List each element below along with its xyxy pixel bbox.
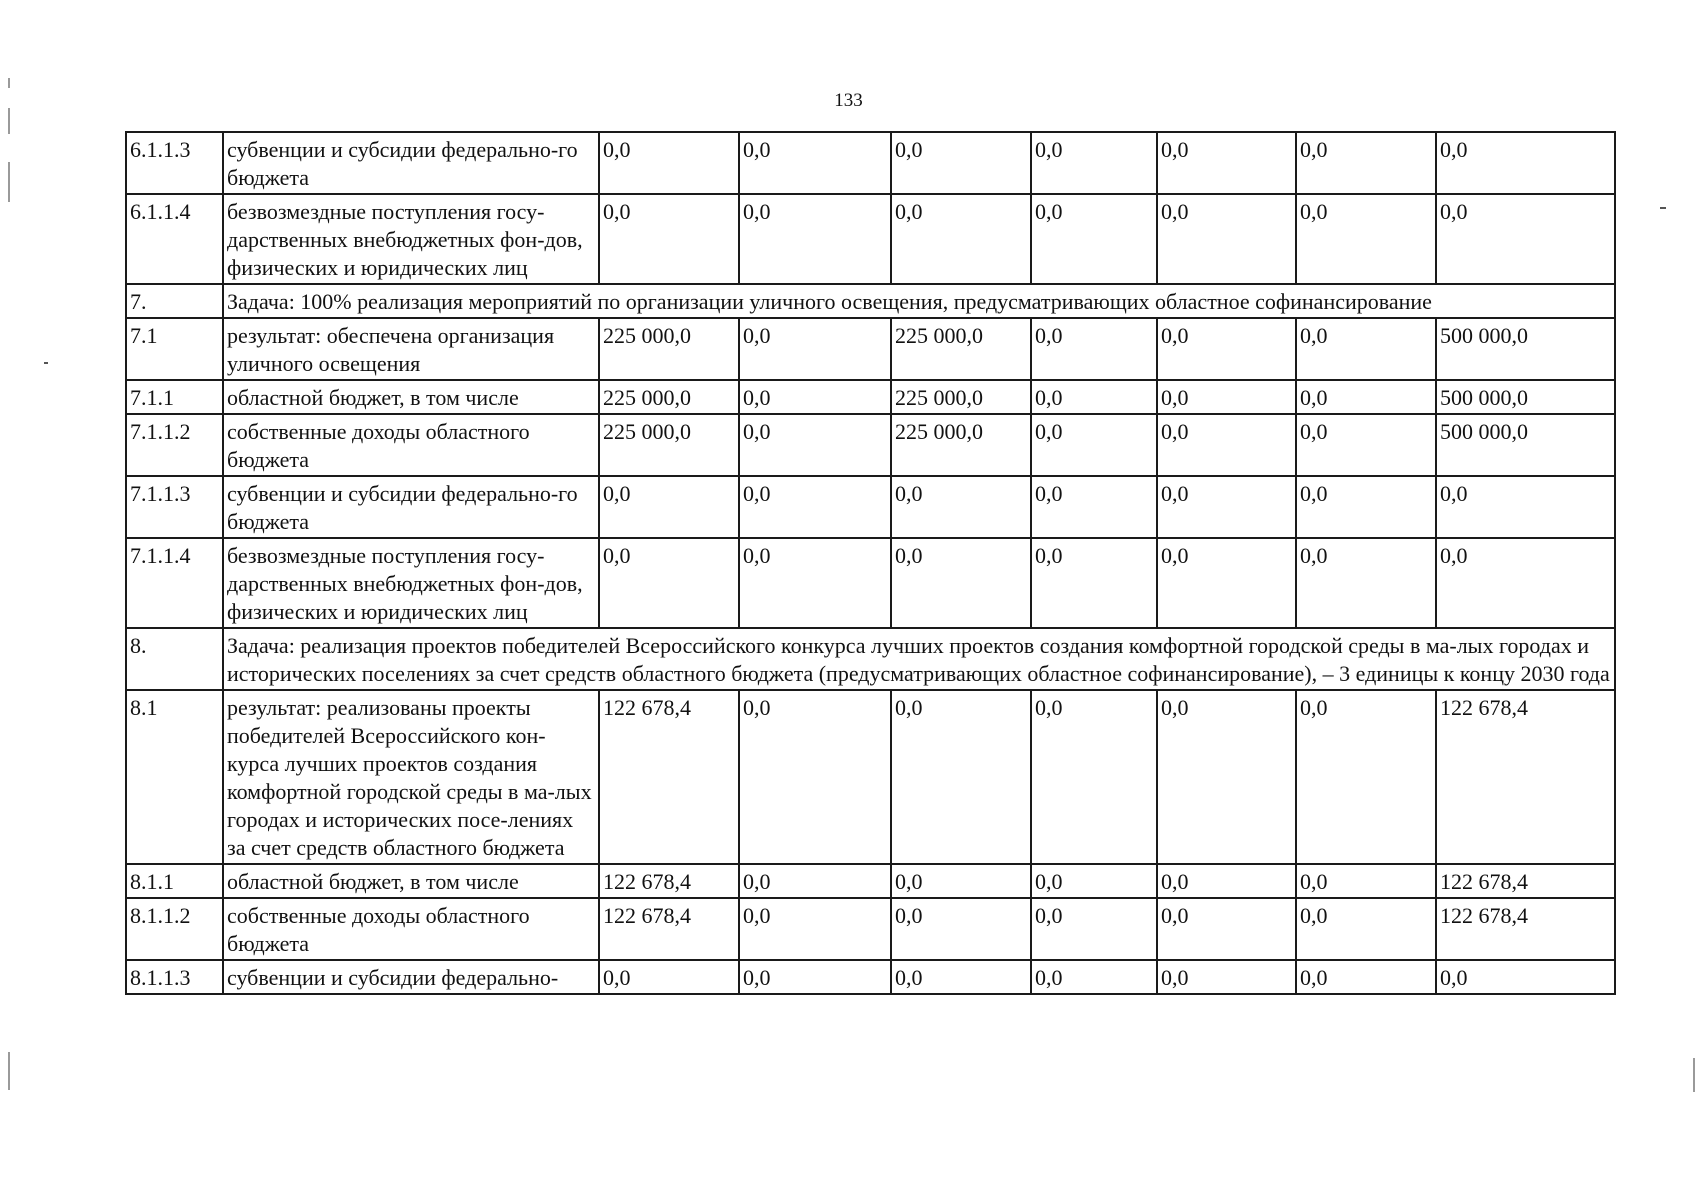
row-name-cell: собственные доходы областного бюджета bbox=[223, 898, 599, 960]
value-cell: 0,0 bbox=[1031, 960, 1157, 994]
row-code-cell: 6.1.1.4 bbox=[126, 194, 223, 284]
task-row bbox=[126, 628, 1615, 690]
value-cell: 0,0 bbox=[1031, 690, 1157, 864]
value-cell: 0,0 bbox=[739, 864, 891, 898]
value-cell: 122 678,4 bbox=[599, 864, 739, 898]
value-cell: 0,0 bbox=[1031, 380, 1157, 414]
value-cell: 0,0 bbox=[599, 476, 739, 538]
table-row bbox=[126, 380, 1615, 414]
row-code-cell: 8.1 bbox=[126, 690, 223, 864]
value-cell: 0,0 bbox=[599, 194, 739, 284]
row-code-cell: 7.1 bbox=[126, 318, 223, 380]
value-cell: 0,0 bbox=[599, 132, 739, 194]
table-row bbox=[126, 414, 1615, 476]
table-row bbox=[126, 960, 1615, 994]
value-cell: 0,0 bbox=[739, 690, 891, 864]
value-cell: 0,0 bbox=[891, 690, 1031, 864]
value-cell: 0,0 bbox=[1296, 132, 1436, 194]
table-row bbox=[126, 318, 1615, 380]
value-cell: 0,0 bbox=[1296, 476, 1436, 538]
value-cell: 0,0 bbox=[1031, 194, 1157, 284]
row-name-cell: областной бюджет, в том числе bbox=[223, 864, 599, 898]
row-name-cell: субвенции и субсидии федерально- bbox=[223, 960, 599, 994]
value-cell: 0,0 bbox=[1157, 476, 1296, 538]
row-name-cell: субвенции и субсидии федерально-го бюджета bbox=[223, 132, 599, 194]
value-cell: 0,0 bbox=[1031, 476, 1157, 538]
value-cell: 0,0 bbox=[1296, 318, 1436, 380]
value-cell: 0,0 bbox=[1296, 690, 1436, 864]
table-row bbox=[126, 194, 1615, 284]
value-cell: 0,0 bbox=[1157, 898, 1296, 960]
value-cell: 0,0 bbox=[891, 476, 1031, 538]
value-cell: 0,0 bbox=[1031, 898, 1157, 960]
row-name-cell: результат: обеспечена организация уличного освещения bbox=[223, 318, 599, 380]
value-cell: 0,0 bbox=[1296, 538, 1436, 628]
value-cell: 225 000,0 bbox=[891, 380, 1031, 414]
value-cell: 0,0 bbox=[739, 194, 891, 284]
value-cell: 0,0 bbox=[739, 380, 891, 414]
value-cell: 225 000,0 bbox=[599, 380, 739, 414]
row-code-cell: 7.1.1.4 bbox=[126, 538, 223, 628]
row-name-cell: безвозмездные поступления госу-дарственных внебюджетных фон-дов, физических и юридических лиц bbox=[223, 194, 599, 284]
value-cell: 500 000,0 bbox=[1436, 380, 1615, 414]
value-cell: 0,0 bbox=[1157, 194, 1296, 284]
value-cell: 0,0 bbox=[1157, 380, 1296, 414]
value-cell: 0,0 bbox=[1031, 414, 1157, 476]
table-row bbox=[126, 538, 1615, 628]
value-cell: 225 000,0 bbox=[599, 318, 739, 380]
value-cell: 0,0 bbox=[1436, 960, 1615, 994]
value-cell: 0,0 bbox=[1157, 690, 1296, 864]
task-description-cell: Задача: 100% реализация мероприятий по организации уличного освещения, предусматривающих областное софинансирование bbox=[223, 284, 1615, 318]
value-cell: 0,0 bbox=[739, 960, 891, 994]
value-cell: 0,0 bbox=[1157, 132, 1296, 194]
value-cell: 0,0 bbox=[1157, 864, 1296, 898]
value-cell: 225 000,0 bbox=[891, 414, 1031, 476]
row-name-cell: собственные доходы областного бюджета bbox=[223, 414, 599, 476]
value-cell: 225 000,0 bbox=[891, 318, 1031, 380]
task-row bbox=[126, 284, 1615, 318]
table-row bbox=[126, 132, 1615, 194]
value-cell: 0,0 bbox=[1296, 414, 1436, 476]
value-cell: 0,0 bbox=[1157, 414, 1296, 476]
value-cell: 122 678,4 bbox=[1436, 690, 1615, 864]
value-cell: 225 000,0 bbox=[599, 414, 739, 476]
row-name-cell: безвозмездные поступления госу-дарственных внебюджетных фон-дов, физических и юридических лиц bbox=[223, 538, 599, 628]
row-code-cell: 8.1.1 bbox=[126, 864, 223, 898]
scan-margin-mark bbox=[1693, 1058, 1695, 1092]
value-cell: 500 000,0 bbox=[1436, 318, 1615, 380]
value-cell: 0,0 bbox=[1157, 960, 1296, 994]
value-cell: 0,0 bbox=[739, 538, 891, 628]
value-cell: 0,0 bbox=[1296, 864, 1436, 898]
value-cell: 122 678,4 bbox=[1436, 898, 1615, 960]
value-cell: 0,0 bbox=[1436, 538, 1615, 628]
table-row bbox=[126, 864, 1615, 898]
value-cell: 0,0 bbox=[1436, 194, 1615, 284]
value-cell: 0,0 bbox=[1296, 960, 1436, 994]
value-cell: 0,0 bbox=[739, 898, 891, 960]
row-name-cell: субвенции и субсидии федерально-го бюджета bbox=[223, 476, 599, 538]
value-cell: 0,0 bbox=[1031, 538, 1157, 628]
value-cell: 0,0 bbox=[891, 538, 1031, 628]
value-cell: 0,0 bbox=[1296, 194, 1436, 284]
table-row bbox=[126, 690, 1615, 864]
value-cell: 0,0 bbox=[891, 960, 1031, 994]
task-description-cell: Задача: реализация проектов победителей Всероссийского конкурса лучших проектов создания комфортной городской среды в ма-лых городах и исторических поселениях за счет средств областного бюджета (предусматривающих областное софинансирование), – 3 единицы к концу 2030 года bbox=[223, 628, 1615, 690]
scan-margin-dash bbox=[1660, 207, 1666, 209]
value-cell: 0,0 bbox=[891, 898, 1031, 960]
value-cell: 0,0 bbox=[1157, 318, 1296, 380]
value-cell: 122 678,4 bbox=[599, 690, 739, 864]
scan-margin-mark bbox=[8, 108, 10, 134]
value-cell: 0,0 bbox=[891, 132, 1031, 194]
budget-table bbox=[125, 131, 1616, 995]
row-code-cell: 7. bbox=[126, 284, 223, 318]
value-cell: 500 000,0 bbox=[1436, 414, 1615, 476]
value-cell: 0,0 bbox=[1436, 132, 1615, 194]
value-cell: 0,0 bbox=[599, 538, 739, 628]
row-code-cell: 7.1.1.2 bbox=[126, 414, 223, 476]
row-code-cell: 7.1.1 bbox=[126, 380, 223, 414]
value-cell: 0,0 bbox=[599, 960, 739, 994]
row-code-cell: 8. bbox=[126, 628, 223, 690]
value-cell: 122 678,4 bbox=[599, 898, 739, 960]
value-cell: 0,0 bbox=[891, 864, 1031, 898]
row-code-cell: 7.1.1.3 bbox=[126, 476, 223, 538]
row-name-cell: областной бюджет, в том числе bbox=[223, 380, 599, 414]
value-cell: 0,0 bbox=[891, 194, 1031, 284]
page-number: 133 bbox=[834, 90, 863, 111]
value-cell: 0,0 bbox=[1296, 380, 1436, 414]
value-cell: 0,0 bbox=[1296, 898, 1436, 960]
value-cell: 0,0 bbox=[1031, 318, 1157, 380]
value-cell: 0,0 bbox=[739, 132, 891, 194]
table-body bbox=[126, 132, 1615, 994]
row-code-cell: 8.1.1.3 bbox=[126, 960, 223, 994]
value-cell: 0,0 bbox=[739, 476, 891, 538]
scan-margin-mark bbox=[8, 1052, 10, 1090]
row-code-cell: 8.1.1.2 bbox=[126, 898, 223, 960]
table-row bbox=[126, 476, 1615, 538]
value-cell: 0,0 bbox=[1031, 864, 1157, 898]
table-row bbox=[126, 898, 1615, 960]
value-cell: 0,0 bbox=[1157, 538, 1296, 628]
value-cell: 0,0 bbox=[739, 414, 891, 476]
value-cell: 0,0 bbox=[1031, 132, 1157, 194]
value-cell: 0,0 bbox=[1436, 476, 1615, 538]
value-cell: 122 678,4 bbox=[1436, 864, 1615, 898]
scan-margin-mark bbox=[8, 162, 10, 202]
row-name-cell: результат: реализованы проекты победителей Всероссийского кон-курса лучших проектов создания комфортной городской среды в ма-лых городах и исторических посе-лениях за счет средств областного бюджета bbox=[223, 690, 599, 864]
row-code-cell: 6.1.1.3 bbox=[126, 132, 223, 194]
scan-margin-mark bbox=[8, 78, 10, 88]
value-cell: 0,0 bbox=[739, 318, 891, 380]
scan-margin-dash bbox=[44, 362, 48, 364]
